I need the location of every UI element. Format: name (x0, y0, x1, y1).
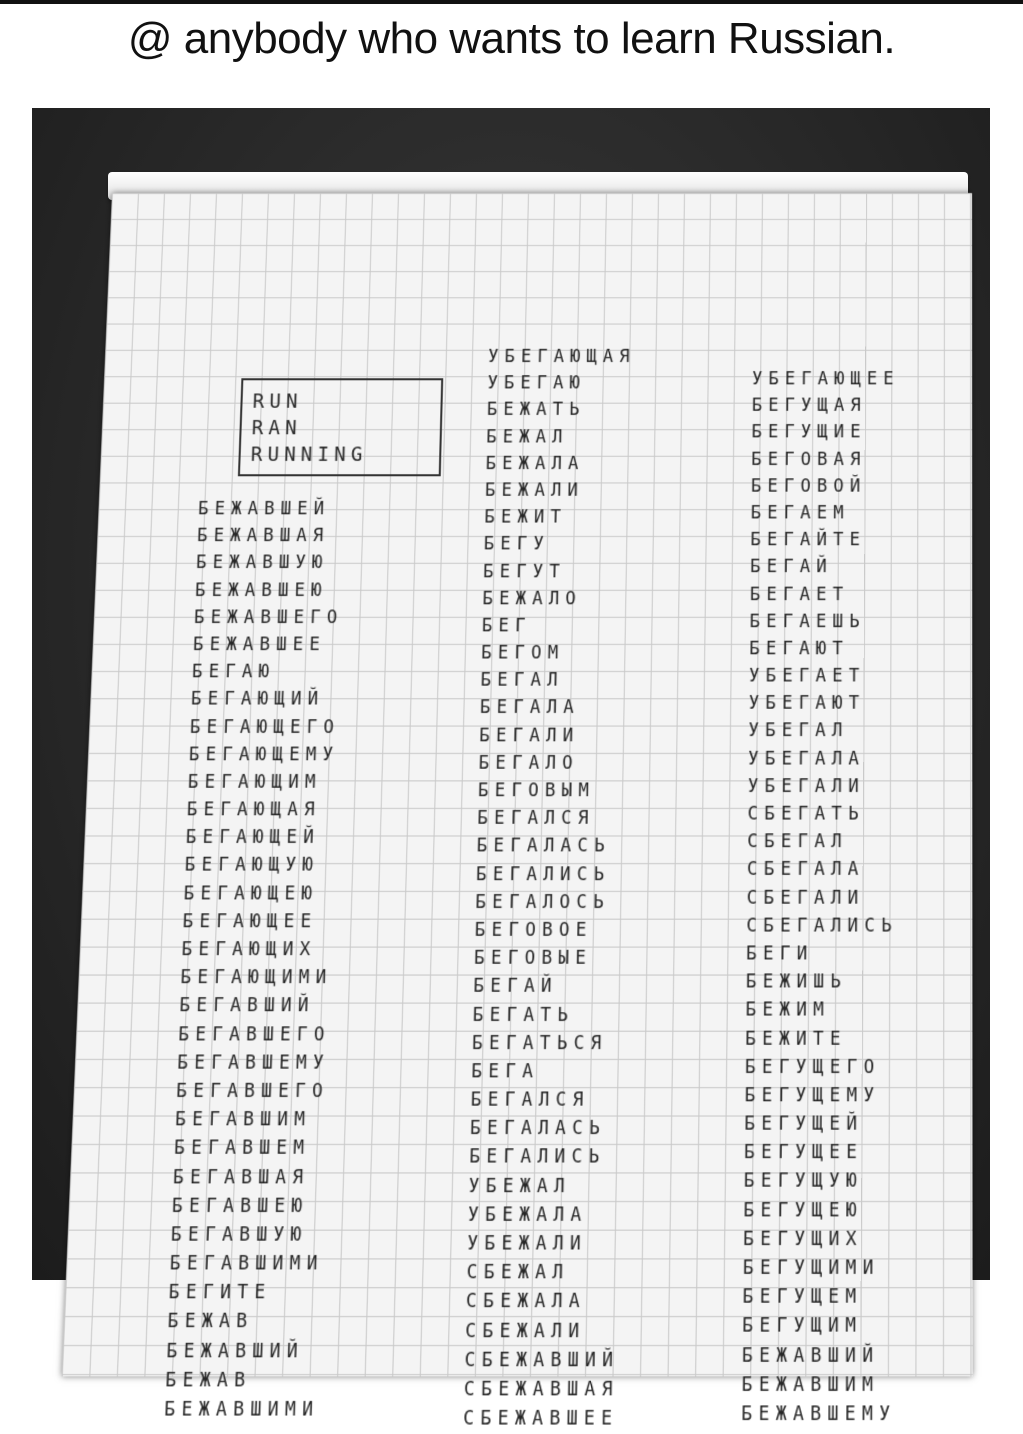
handwritten-word: БЕГАЛАСЬ (469, 1117, 607, 1140)
handwritten-word: БЕЖАВШЕЮ (194, 579, 328, 601)
handwritten-word: УБЕГАЮЩАЯ (487, 346, 636, 368)
handwritten-word: БЕЖАВШИЙ (166, 1340, 305, 1363)
handwritten-word: СБЕЖАЛА (465, 1290, 587, 1314)
handwritten-word: БЕЖАВШЕГО (193, 607, 344, 628)
handwritten-word: БЕГАВШИЙ (179, 995, 315, 1018)
handwritten-word: БЕГАВШЕГО (177, 1023, 331, 1046)
handwritten-word: БЕЖИТЕ (745, 1027, 847, 1050)
word-column-right (741, 366, 899, 1429)
handwritten-word: БЕГАЮ (191, 661, 276, 683)
handwritten-word: БЕЖИШЬ (745, 971, 848, 993)
handwritten-word: БЕГАЕТ (749, 584, 850, 605)
legend-ran: RAN (251, 416, 303, 440)
word-column-middle (463, 344, 636, 1434)
handwritten-word: БЕГАЮЩУЮ (184, 855, 320, 877)
handwritten-word: БЕЖИМ (745, 999, 831, 1022)
legend-run: RUN (252, 390, 303, 413)
handwritten-word: БЕГАВШАЯ (172, 1166, 310, 1189)
handwritten-word: УБЕГАЮЩЕЕ (751, 369, 900, 390)
handwritten-word: БЕГОВАЯ (751, 449, 867, 470)
handwritten-word: СБЕГАЛИСЬ (746, 915, 898, 937)
handwritten-word: БЕГАЛСЯ (470, 1089, 590, 1112)
handwritten-word: БЕЖАВШУЮ (195, 552, 329, 574)
handwritten-word: БЕГАЮЩАЯ (186, 799, 322, 821)
handwritten-word: БЕЖАВ (167, 1310, 254, 1334)
handwritten-word: УБЕГАЮТ (748, 693, 866, 715)
handwritten-word: БЕГАЮЩИЙ (190, 689, 325, 711)
handwritten-word: СБЕГАЛИ (746, 887, 865, 909)
handwritten-word: БЕГАЛИ (479, 725, 580, 747)
handwritten-word: БЕГОВОЙ (750, 476, 867, 497)
handwritten-word: БЕЖАЛО (482, 588, 583, 610)
handwritten-word: УБЕГАЕТ (748, 665, 866, 687)
handwritten-word: БЕГА (471, 1060, 540, 1083)
handwritten-word: БЕЖАВШАЯ (196, 525, 330, 547)
handwritten-word: БЕГУЩЕГО (744, 1056, 881, 1079)
handwritten-word: БЕГАВШЕМУ (176, 1052, 331, 1074)
handwritten-word: СБЕЖАВШАЯ (463, 1378, 619, 1401)
handwritten-word: БЕГУЩЕЙ (744, 1113, 864, 1136)
handwritten-word: БЕГАВШИМ (174, 1109, 312, 1131)
grid-paper (62, 193, 973, 1431)
handwritten-word: БЕГАЛСЯ (477, 808, 595, 830)
handwritten-word: СБЕЖАВШЕЕ (462, 1407, 619, 1431)
handwritten-word: БЕГАЛ (480, 670, 564, 692)
handwritten-word: БЕГ (481, 615, 532, 637)
handwritten-word: УБЕГАЛИ (747, 775, 865, 798)
handwritten-word: БЕГАЮЩЕЕ (182, 910, 318, 933)
handwritten-word: БЕГАЛИСЬ (475, 863, 611, 886)
handwritten-word: БЕГАЮЩЕМУ (188, 744, 340, 766)
handwritten-word: СБЕГАТЬ (747, 803, 865, 825)
handwritten-word: БЕЖАЛА (485, 453, 585, 474)
handwritten-word: БЕГУТ (482, 561, 567, 582)
meme-caption: @ anybody who wants to learn Russian. (127, 14, 896, 63)
handwritten-word: БЕГУЩИХ (742, 1228, 863, 1251)
handwritten-word: БЕЖАЛИ (484, 480, 585, 501)
handwritten-word: УБЕГАЮ (487, 373, 587, 394)
handwritten-word: УБЕЖАЛИ (467, 1232, 588, 1256)
legend-running: RUNNING (250, 443, 368, 467)
handwritten-word: БЕГУЩИЕ (751, 422, 867, 443)
handwritten-word: БЕГОВЫМ (477, 780, 596, 802)
handwritten-word: БЕГАЙТЕ (750, 529, 867, 551)
handwritten-word: БЕГОВЫЕ (473, 947, 593, 970)
handwritten-word: БЕГАЕШЬ (749, 611, 866, 633)
handwritten-word: СБЕГАЛ (747, 831, 848, 853)
handwritten-word: БЕГАЮТ (749, 638, 849, 660)
handwritten-word: БЕГАЛО (478, 752, 579, 774)
handwritten-word: БЕГИТЕ (168, 1281, 272, 1305)
handwritten-word: БЕГАЙ (473, 975, 558, 998)
handwritten-word: БЕГАВШИМИ (169, 1252, 325, 1276)
handwritten-word: БЕГАТЬСЯ (471, 1032, 608, 1055)
handwritten-word: БЕЖАЛ (486, 426, 569, 448)
handwritten-word: БЕГАЮЩИМИ (180, 967, 333, 989)
handwritten-word: БЕЖАВШИЙ (741, 1344, 880, 1367)
handwritten-word: БЕГУЩИМИ (742, 1257, 880, 1280)
handwritten-word: БЕГУЩЕЕ (743, 1141, 864, 1164)
handwritten-word: БЕГАЙ (749, 556, 833, 578)
handwritten-word: БЕЖИТ (484, 507, 568, 528)
handwritten-word: БЕГАВШЕМ (173, 1137, 311, 1160)
notebook-photo (32, 108, 990, 1431)
handwritten-word: БЕГОМ (480, 642, 565, 664)
handwritten-word: БЕГАЛА (479, 697, 581, 719)
handwritten-word: БЕГИ (745, 943, 814, 965)
handwritten-word: БЕГАЮЩЕГО (189, 716, 341, 738)
handwritten-word: УБЕГАЛ (748, 720, 849, 742)
handwritten-word: БЕГАВШЕГО (175, 1080, 330, 1103)
handwritten-word: УБЕГАЛА (748, 748, 866, 770)
handwritten-word: БЕЖАВШЕМУ (741, 1403, 897, 1426)
handwritten-word: БЕГУЩАЯ (751, 395, 867, 417)
handwritten-word: СБЕЖАЛ (466, 1261, 570, 1285)
handwritten-word: БЕГУ (483, 534, 551, 555)
handwritten-word: БЕГАЮЩИМ (187, 771, 322, 793)
handwritten-word: БЕГУЩЕЮ (743, 1199, 863, 1222)
legend-box (238, 378, 443, 476)
handwritten-word: БЕГАЕМ (750, 502, 850, 524)
handwritten-word: УБЕЖАЛА (467, 1204, 588, 1227)
handwritten-word: БЕЖАТЬ (486, 399, 586, 421)
top-divider (0, 0, 1023, 4)
handwritten-word: БЕГАВШУЮ (170, 1223, 308, 1247)
handwritten-word: СБЕЖАЛИ (464, 1320, 586, 1343)
handwritten-word: БЕЖАВШИМ (741, 1373, 880, 1397)
handwritten-word: УБЕЖАЛ (468, 1175, 572, 1198)
handwritten-word: БЕЖАВ (164, 1369, 252, 1392)
handwritten-word: БЕГАТЬ (472, 1004, 575, 1026)
handwritten-word: БЕГУЩУЮ (743, 1170, 864, 1193)
handwritten-word: БЕГОВОЕ (474, 919, 593, 942)
handwritten-word: БЕЖАВШИМИ (163, 1398, 320, 1422)
handwritten-word: СБЕГАЛА (746, 859, 865, 881)
handwritten-word: БЕЖАВШЕЕ (192, 634, 327, 656)
handwritten-word: БЕГАЛИСЬ (469, 1146, 606, 1169)
handwritten-word: БЕГУЩЕМ (742, 1286, 863, 1309)
handwritten-word: БЕГАЮЩЕЙ (185, 827, 321, 849)
handwritten-word: БЕГАВШЕЮ (171, 1195, 309, 1218)
word-column-left (164, 496, 347, 1425)
handwritten-word: БЕГАЛАСЬ (476, 835, 611, 858)
handwritten-word: БЕГУЩИМ (742, 1315, 863, 1338)
handwritten-word: БЕГАЛОСЬ (475, 891, 611, 914)
handwritten-word: БЕГАЮЩЕЮ (183, 882, 319, 905)
handwritten-word: СБЕЖАВШИЙ (464, 1349, 620, 1372)
handwritten-word: БЕЖАВШЕЙ (197, 498, 331, 520)
handwritten-word: БЕГАЮЩИХ (181, 939, 317, 961)
handwritten-word: БЕГУЩЕМУ (744, 1084, 881, 1107)
